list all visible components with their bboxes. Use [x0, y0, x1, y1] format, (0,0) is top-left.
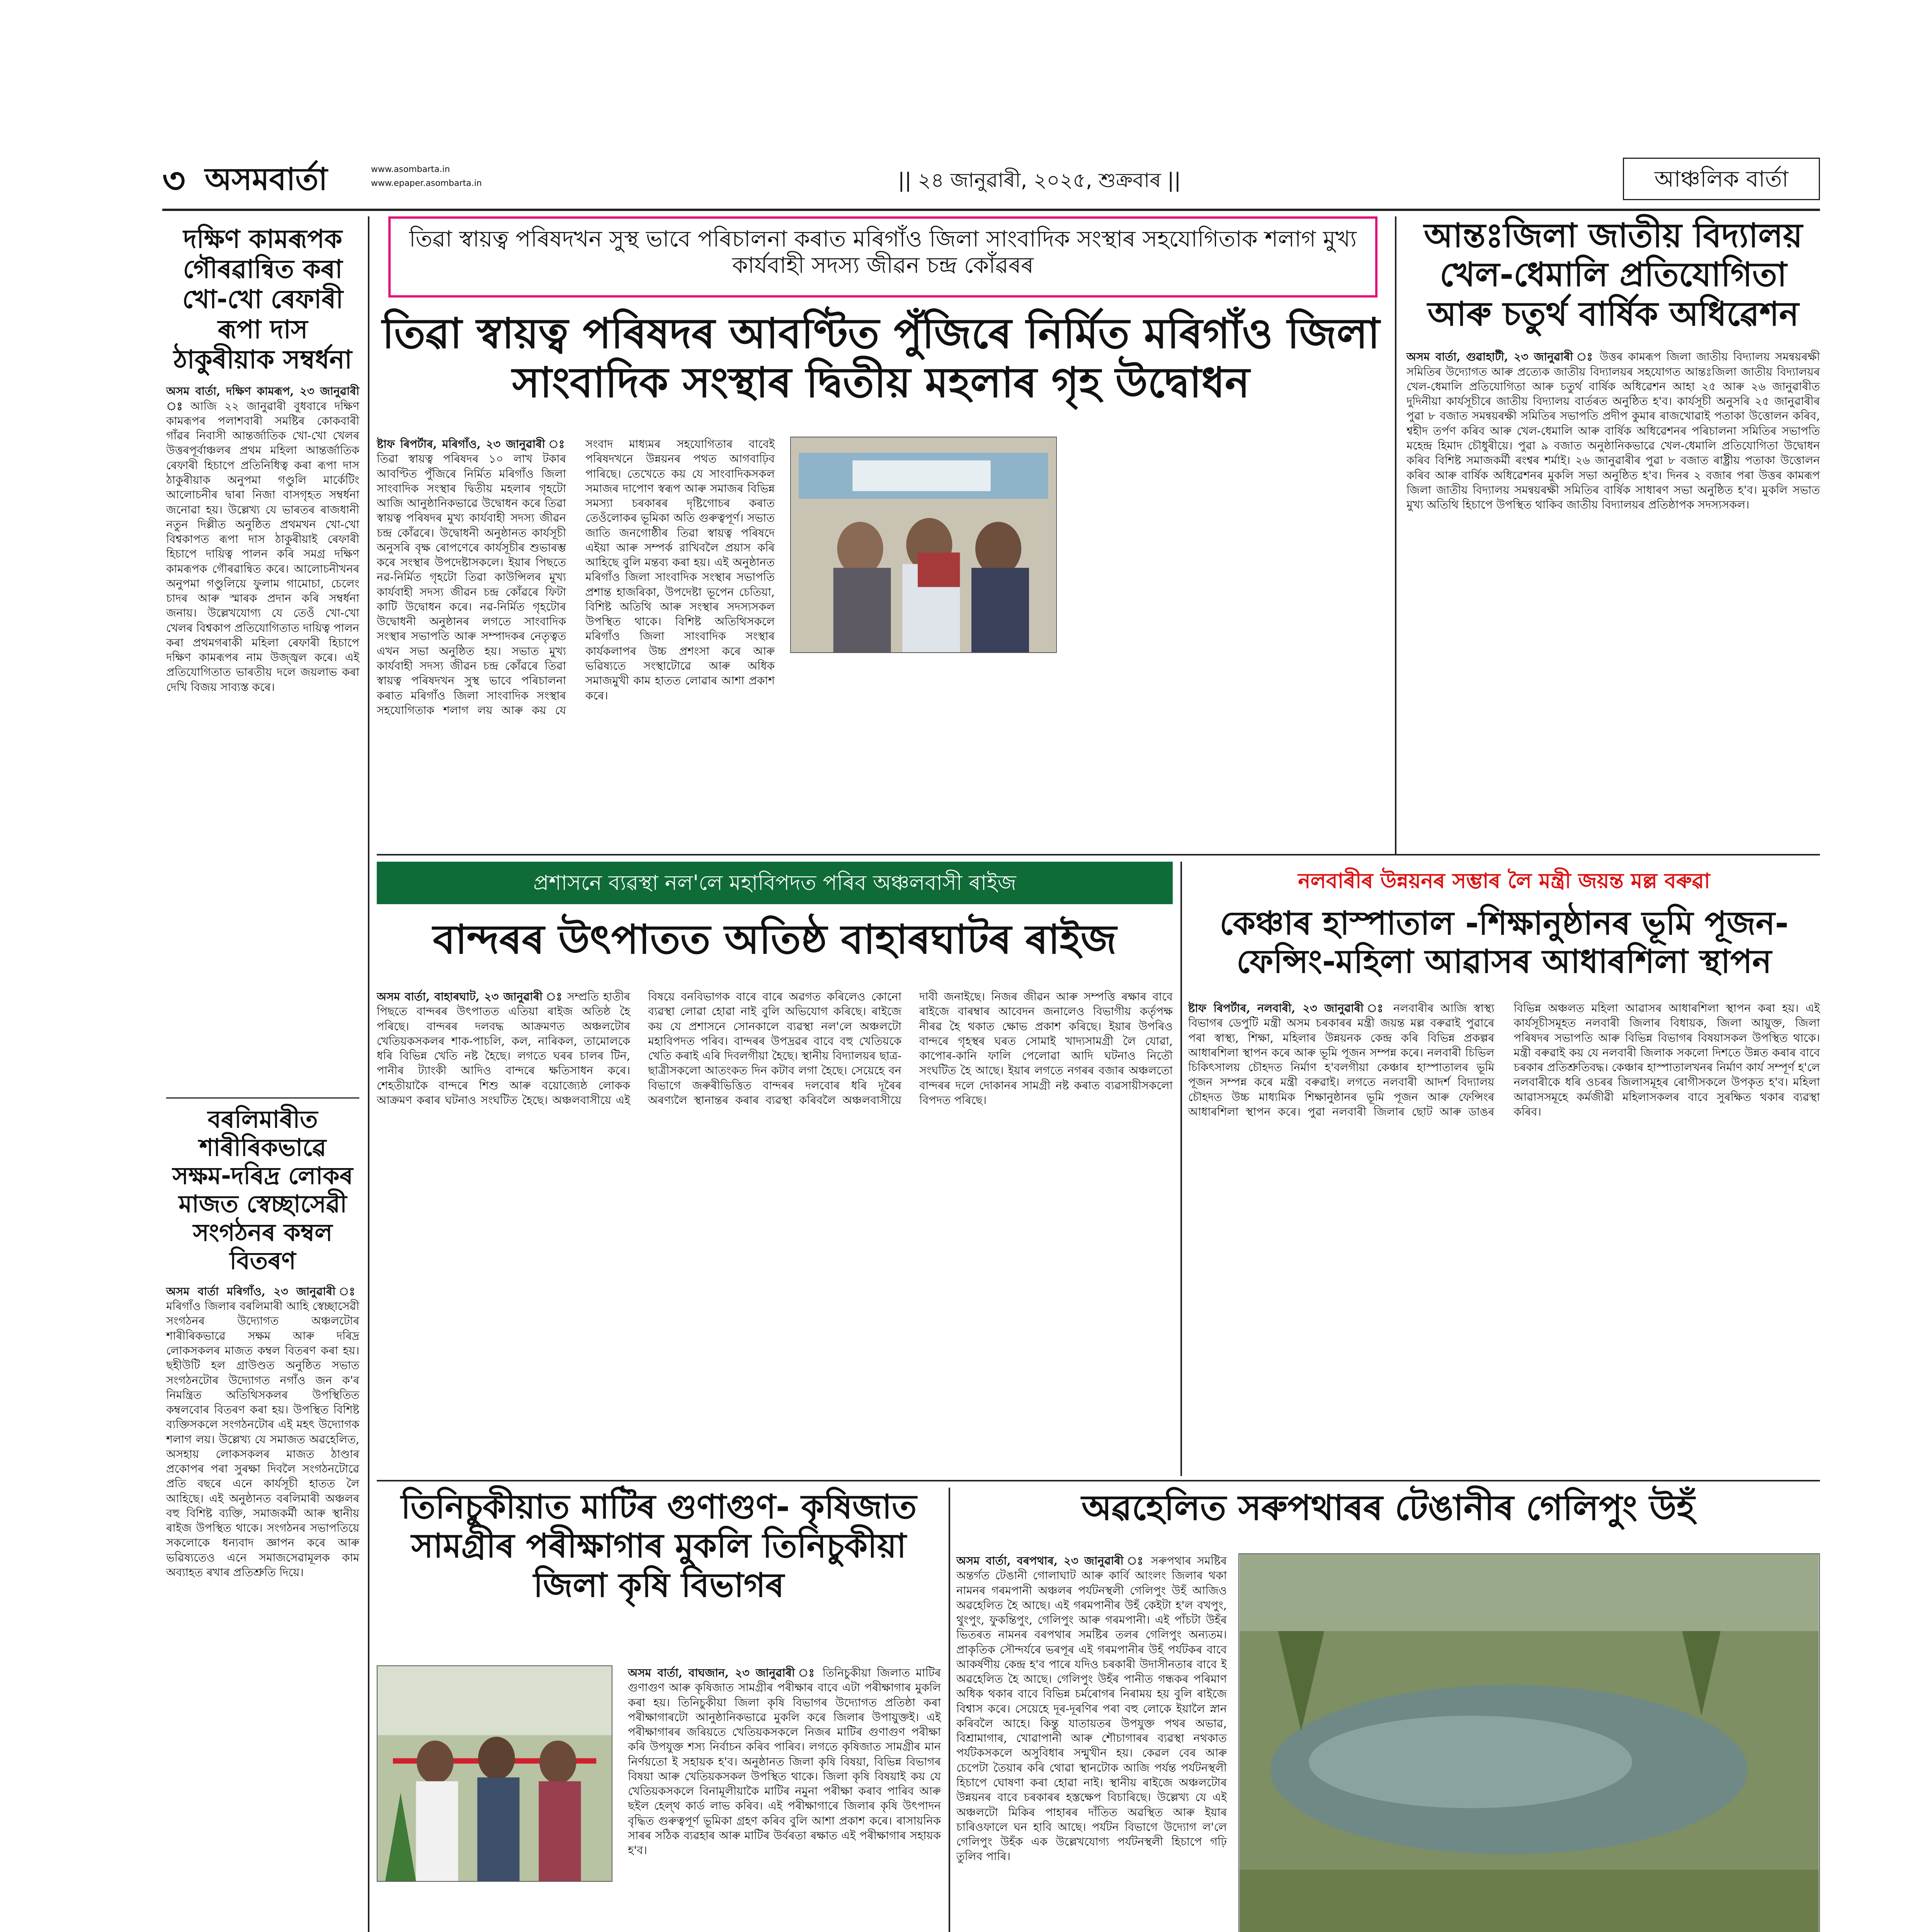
article-body: অসম বাৰ্তা, দক্ষিণ কামৰূপ, ২৩ জানুৱাৰী ঃ আজি ২২ জানুৱাৰী বুধবাৰে দক্ষিণ কামৰূপৰ পলাশবাৰী সমষ্টিৰ কোকবাৰী গাঁৱৰ নিবাসী আন্তৰ্জাতিক খো-খো খেলৰ উত্তৰপূৰ্বাঞ্চলৰ প্ৰথম মহিলা আন্তৰ্জাতিক ৰেফাৰী হিচাপে প্ৰতিনিধিত্ব কৰা ৰূপা দাস ঠাকুৰীয়াক অনুপমা গণ্ডুলি মাৰ্কেটিং আলোচনীৰ দ্বাৰা নিজা বাসগৃহত সম্বৰ্ধনা জনোৱা হয়। উল্লেখ্য যে ভাৰতৰ ৰাজধানী নতুন দিল্লীত অনুষ্ঠিত প্ৰথমখন খো-খো বিশ্বকাপত ৰূপা দাস ঠাকুৰীয়াই ৰেফাৰী হিচাপে দায়িত্ব পালন কৰি সমগ্ৰ দক্ষিণ কামৰূপক গৌৰৱান্বিত কৰে। আলোচনীখনৰ অনুপমা গণ্ডুলিয়ে ফুলাম গামোচা, চেলেং চাদৰ আৰু স্মাৰক প্ৰদান কৰি সম্বৰ্ধনা জনায়। উল্লেখযোগ্য যে তেওঁ খো-খো খেলৰ বিশ্বকাপ প্ৰতিযোগিতাত দায়িত্ব পালন কৰা প্ৰথমগৰাকী মহিলা ৰেফাৰী হিচাপে দক্ষিণ কামৰূপৰ নাম উজ্জ্বল কৰে। এই প্ৰতিযোগিতাত ভাৰতীয় দলে জয়লাভ কৰা দেখি বিজয় সাব্যস্ত কৰে। [166, 384, 360, 694]
article-gelipung-spring [956, 1488, 1820, 1932]
divider [377, 854, 1820, 855]
article-nalbari-development [1188, 862, 1820, 1476]
article-body: অসম বাৰ্তা, বাহাৰঘাট, ২৩ জানুৱাৰী ঃ সম্প্ৰতি হাতীৰ পিছতে বান্দৰৰ উৎপাতত এতিয়া ৰাইজ অতিষ্ঠ হৈ পৰিছে। বান্দৰৰ দলবদ্ধ আক্ৰমণত অঞ্চলটোৰ খেতিয়কসকলৰ শাক-পাচলি, কল, নাৰিকল, তামোলকে ধৰি বিভিন্ন খেতি নষ্ট হৈছে। লগতে ঘৰৰ চালৰ টিন, পানীৰ ট্যাংকী আদিও বান্দৰে ক্ষতিসাধন কৰে। শেহতীয়াকৈ বান্দৰে শিশু আৰু বয়োজ্যেষ্ঠ লোকক আক্ৰমণ কৰাৰ ঘটনাও সংঘটিত হৈছে। অঞ্চলবাসীয়ে এই বিষয়ে বনবিভাগক বাৰে বাৰে অৱগত কৰিলেও কোনো ব্যৱস্থা লোৱা হোৱা নাই বুলি অভিযোগ কৰিছে। ৰাইজে কয় যে প্ৰশাসনে সোনকালে ব্যৱস্থা নল'লে অঞ্চলটো মহাবিপদত পৰিব। বান্দৰৰ উপদ্ৰৱৰ বাবে বহু খেতিয়কে খেতি কৰাই এৰি দিবলগীয়া হৈছে। স্থানীয় বিদ্যালয়ৰ ছাত্ৰ-ছাত্ৰীসকলো আতংকত দিন কটাব লগা হৈছে। সেয়েহে বন বিভাগে জৰুৰীভিত্তিত বান্দৰৰ দলবোৰ ধৰি দূৰৈৰ অৰণ্যলৈ স্থানান্তৰ কৰাৰ ব্যৱস্থা কৰিবলৈ অঞ্চলবাসীয়ে দাবী জনাইছে। নিজৰ জীৱন আৰু সম্পত্তি ৰক্ষাৰ বাবে ৰাইজে বাৰম্বাৰ আবেদন জনালেও বিভাগীয় কৰ্তৃপক্ষ নীৰৱ হৈ থকাত ক্ষোভ প্ৰকাশ কৰিছে। ইয়াৰ উপৰিও বান্দৰে গৃহস্থৰ ঘৰত সোমাই খাদ্যসামগ্ৰী লৈ যোৱা, কাপোৰ-কানি ফালি পেলোৱা আদি ঘটনাও নিতৌ সংঘটিত হৈ আছে। ইয়াৰ লগতে নগৰৰ বজাৰ অঞ্চলতো বান্দৰৰ দলে দোকানৰ সামগ্ৰী নষ্ট কৰাত ব্যৱসায়ীসকলো বিপদত পৰিছে। [377, 990, 1173, 1107]
article-headline: তিনিচুকীয়াত মাটিৰ গুণাগুণ- কৃষিজাত সামগ্ৰীৰ পৰীক্ষাগাৰ মুকলি তিনিচুকীয়া জিলা কৃষি বিভাগৰ [401, 1488, 917, 1605]
section-tab: আঞ্চলিক বাৰ্তা [1623, 158, 1820, 200]
article-inter-district-sports [1406, 216, 1820, 854]
article-headline: তিৱা স্বায়ত্ব পৰিষদৰ আবণ্টিত পুঁজিৰে নিৰ্মিত মৰিগাঁও জিলা সাংবাদিক সংস্থাৰ দ্বিতীয় মহলাৰ গৃহ উদ্বোধন [382, 310, 1380, 407]
article-body: ষ্টাফ ৰিপৰ্টাৰ, নলবাৰী, ২৩ জানুৱাৰী ঃ নলবাৰীৰ আজি স্বাস্থ্য বিভাগৰ ডেপুটি মন্ত্ৰী অসম চৰকাৰৰ মন্ত্ৰী জয়ন্ত মল্ল বৰুৱাই পুৱাৰে পৰা স্বাস্থ্য, শিক্ষা, মহিলাৰ উন্নয়নক কেন্দ্ৰ কৰি বিভিন্ন প্ৰকল্পৰ আধাৰশিলা স্থাপন কৰে আৰু ভূমি পূজন সম্পন্ন কৰে। নলবাৰী চিভিল চিকিৎসালয় চৌহদত নিৰ্মাণ হ'বলগীয়া কেঞ্চাৰ হাস্পাতালৰ ভূমি পূজন সম্পন্ন কৰে মন্ত্ৰী বৰুৱাই। লগতে নলবাৰী আদৰ্শ বিদ্যালয় চৌহদত উচ্চ মাধ্যমিক শিক্ষানুষ্ঠানৰ ভূমি পূজন আৰু ফেন্সিংৰ আধাৰশিলা স্থাপন কৰে। পুৱা নলবাৰী জিলাৰ ছোট আৰু ডাঙৰ বিভিন্ন অঞ্চলত মহিলা আৱাসৰ আধাৰশিলা স্থাপন কৰা হয়। এই কাৰ্যসূচীসমূহত নলবাৰী জিলাৰ বিধায়ক, জিলা আয়ুক্ত, জিলা পৰিষদৰ সভাপতি আৰু বিভিন্ন বিভাগৰ বিষয়াসকল উপস্থিত থাকে। মন্ত্ৰী বৰুৱাই কয় যে নলবাৰী জিলাক সকলো দিশতে উন্নত কৰাৰ বাবে চৰকাৰ প্ৰতিশ্ৰুতিবদ্ধ। কেঞ্চাৰ হাস্পাতালখনৰ নিৰ্মাণ কাৰ্য সম্পূৰ্ণ হ'লে নলবাৰীকে ধৰি ওচৰৰ জিলাসমূহৰ ৰোগীসকলে উপকৃত হ'ব। মহিলা আৱাসসমূহে কৰ্মজীৱী মহিলাসকলৰ বাবে সুৰক্ষিত থকাৰ ব্যৱস্থা কৰিব। [1188, 1002, 1820, 1118]
site-url[interactable]: www.asombarta.in [371, 165, 450, 174]
article-headline: আন্তঃজিলা জাতীয় বিদ্যালয় খেল-ধেমালি প্ৰতিযোগিতা আৰু চতুৰ্থ বাৰ্ষিক অধিৱেশন [1424, 216, 1803, 333]
article-body: অসম বাৰ্তা মৰিগাঁও, ২৩ জানুৱাৰী ঃ মৰিগাঁও জিলাৰ বৰলিমাৰী আহি স্বেচ্ছাসেৱী সংগঠনৰ উদ্যোগত অঞ্চলটোৰ শাৰীৰিকভাৱে সক্ষম আৰু দৰিদ্ৰ লোকসকলৰ মাজত কম্বল বিতৰণ কৰা হয়। ছহীউটি হল গ্ৰাউণ্ডত অনুষ্ঠিত সভাত সংগঠনটোৰ উদ্যোগত নগাঁও জন ক'ৰ নিমন্ত্ৰিত অতিথিসকলৰ উপস্থিতিত কম্বলবোৰ বিতৰণ কৰা হয়। উপস্থিত বিশিষ্ট ব্যক্তিসকলে সংগঠনটোৰ এই মহৎ উদ্যোগক শলাগ লয়। উল্লেখ্য যে সমাজত অৱহেলিত, অসহায় লোকসকলৰ মাজত ঠাণ্ডাৰ প্ৰকোপৰ পৰা সুৰক্ষা দিবলৈ সংগঠনটোৱে প্ৰতি বছৰে এনে কাৰ্যসূচী হাতত লৈ আহিছে। এই অনুষ্ঠানত বৰলিমাৰী অঞ্চলৰ বহু বিশিষ্ট ব্যক্তি, সমাজকৰ্মী আৰু স্থানীয় ৰাইজ উপস্থিত থাকে। সংগঠনৰ সভাপতিয়ে সকলোকে ধন্যবাদ জ্ঞাপন কৰে আৰু ভৱিষ্যতেও এনে সমাজসেৱামূলক কাম অব্যাহত ৰখাৰ প্ৰতিশ্ৰুতি দিয়ে। [166, 1284, 359, 1579]
article-headline: দক্ষিণ কামৰূপক গৌৰৱান্বিত কৰা খো-খো ৰেফাৰী ৰূপা দাস ঠাকুৰীয়াক সম্বৰ্ধনা [173, 224, 352, 374]
logo: অসমবাৰ্তা [205, 161, 328, 197]
epaper-url[interactable]: www.epaper.asombarta.in [371, 179, 482, 188]
article-body: অসম বাৰ্তা, গুৱাহাটী, ২৩ জানুৱাৰী ঃ উত্তৰ কামৰূপ জিলা জাতীয় বিদ্যালয় সমন্বয়ৰক্ষী সমিতিৰ উদ্যোগত আৰু প্ৰত্যেক জাতীয় বিদ্যালয়ৰ সহযোগত আন্তঃজিলা জাতীয় বিদ্যালয়ৰ খেল-ধেমালি প্ৰতিযোগিতা আৰু চতুৰ্থ বাৰ্ষিক অধিৱেশন আহা ২৫ আৰু ২৬ জানুৱাৰীত দুদিনীয়া কাৰ্যসূচীৰে জাতীয় বিদ্যালয় বাৰ্তৰত অনুষ্ঠিত হ'ব। কাৰ্যসূচী অনুসৰি ২৫ জানুৱাৰীৰ পুৱা ৮ বজাত সমন্বয়ৰক্ষী সমিতিৰ সভাপতি প্ৰদীপ কুমাৰ ৰাজখোৱাই পতাকা উত্তোলন কৰিব, শ্বহীদ তৰ্পণ কৰিব আৰু খেল-ধেমালি আৰু বাৰ্ষিক অধিৱেশনৰ পৰিচালনা সমিতিৰ সভাপতি মহেন্দ্ৰ হিমাদ চৌধুৰীয়ে। পুৱা ৯ বজাত অনুষ্ঠানিকভাৱে খেল-ধেমালি প্ৰতিযোগিতা উদ্বোধন কৰিব বিশিষ্ট সমাজকৰ্মী ৰংশ্বৰ শৰ্মাই। ২৬ জানুৱাৰীৰ পুৱা ৮ বজাত ৰাষ্ট্ৰীয় পতাকা উত্তোলন কৰিব আৰু বাৰ্ষিক অধিৱেশনৰ মুকলি সভা অনুষ্ঠিত হ'ব। দিনৰ ২ বজাৰ পৰা উত্তৰ কামৰূপ জিলা জাতীয় বিদ্যালয় সমন্বয়ৰক্ষী সমিতিৰ বাৰ্ষিক সাধাৰণ সভা অনুষ্ঠিত হ'ব। মুকলি সভাত মুখ্য অতিথি হিচাপে উপস্থিত থাকিব জাতীয় বিদ্যালয়ৰ প্ৰতিষ্ঠাপক সদস্যসকল। [1406, 350, 1820, 512]
article-monkey-menace [377, 862, 1173, 1476]
article-press-building [377, 216, 1385, 854]
page-header [162, 153, 1820, 211]
subhead-banner: প্ৰশাসনে ব্যৱস্থা নল'লে মহাবিপদত পৰিব অঞ্চলবাসী ৰাইজ [377, 862, 1173, 904]
right-column-rule [1395, 216, 1396, 854]
page-number: ৩ [162, 160, 185, 201]
article-headline: কেঞ্চাৰ হাস্পাতাল -শিক্ষানুষ্ঠানৰ ভূমি পূজন- ফেন্সিং-মহিলা আৱাসৰ আধাৰশিলা স্থাপন [1219, 904, 1789, 981]
article-body: ষ্টাফ ৰিপৰ্টাৰ, মৰিগাঁও, ২৩ জানুৱাৰী ঃ তিৱা স্বায়ত্ব পৰিষদৰ ১০ লাখ টকাৰ আবণ্টিত পুঁজিৰে নিৰ্মিত মৰিগাঁও জিলা সাংবাদিক সংস্থাৰ দ্বিতীয় মহলাৰ গৃহটো আজি আনুষ্ঠানিকভাৱে উদ্বোধন কৰে তিৱা স্বায়ত্ব পৰিষদৰ মুখ্য কাৰ্যবাহী সদস্য জীৱন চন্দ্ৰ কোঁৱৰে। উদ্বোধনী অনুষ্ঠানত কাৰ্যসূচী অনুসৰি বৃক্ষ ৰোপণেৰে কাৰ্যসূচীৰ শুভাৰম্ভ কৰে সংস্থাৰ উপদেষ্টাসকলে। ইয়াৰ পিছতে নৱ-নিৰ্মিত গৃহটো তিৱা কাউন্সিলৰ মুখ্য কাৰ্যবাহী সদস্য জীৱন চন্দ্ৰ কোঁৱৰে ফিটা কাটি উদ্বোধন কৰে। নৱ-নিৰ্মিত গৃহটোৰ উদ্বোধনী অনুষ্ঠানৰ লগতে সাংবাদিক সংস্থাৰ সভাপতি আৰু সম্পাদকৰ নেতৃত্বত এখন সভা অনুষ্ঠিত হয়। সভাত মুখ্য কাৰ্যবাহী সদস্য জীৱন চন্দ্ৰ কোঁৱৰে তিৱা স্বায়ত্ব পৰিষদখন সুস্থ ভাবে পৰিচালনা কৰাত মৰিগাঁও জিলা সাংবাদিক সংস্থাৰ সহযোগিতাক শলাগ লয় আৰু কয় যে সংবাদ মাধ্যমৰ সহযোগিতাৰ বাবেই পৰিষদখনে উন্নয়নৰ পথত আগবাঢ়িব পাৰিছে। তেখেতে কয় যে সাংবাদিকসকল সমাজৰ দাপোণ স্বৰূপ আৰু সমাজৰ বিভিন্ন সমস্যা চৰকাৰৰ দৃষ্টিগোচৰ কৰাত তেওঁলোকৰ ভূমিকা অতি গুৰুত্বপূৰ্ণ। সভাত জাতি জনগোষ্ঠীৰ তিৱা স্বায়ত্ব পৰিষদে এইয়া আৰু সম্পৰ্ক রাখিবলৈ প্ৰয়াস কৰি আহিছে বুলি মন্তব্য কৰা হয়। এই অনুষ্ঠানত মৰিগাঁও জিলা সাংবাদিক সংস্থাৰ সভাপতি প্ৰশান্ত হাজৰিকা, উপদেষ্টা ভূপেন চেতিয়া, বিশিষ্ট অতিথি আৰু সংস্থাৰ সদস্যসকল উপস্থিত থাকে। বিশিষ্ট অতিথিসকলে মৰিগাঁও জিলা সাংবাদিক সংস্থাৰ কাৰ্যকলাপৰ উচ্চ প্ৰশংসা কৰে আৰু ভৱিষ্যতে সংস্থাটোৱে আৰু অধিক সমাজমুখী কাম হাতত লোৱাৰ আশা প্ৰকাশ কৰে। [377, 437, 775, 717]
subhead-red: নলবাৰীৰ উন্নয়নৰ সম্ভাৰ লৈ মন্ত্ৰী জয়ন্ত মল্ল বৰুৱা [1298, 869, 1710, 893]
left-column-rule [368, 216, 369, 1932]
article-headline: বৰলিমাৰীত শাৰীৰিকভাৱে সক্ষম-দৰিদ্ৰ লোকৰ মাজত স্বেচ্ছাসেৱী সংগঠনৰ কম্বল বিতৰণ [172, 1105, 353, 1275]
article-body: অসম বাৰ্তা, বৰপথাৰ, ২৩ জানুৱাৰী ঃ সৰুপথাৰ সমষ্টিৰ অন্তৰ্গত টেঙানী গোলাঘাট আৰু কাৰ্বি আংলং জিলাৰ থকা নামনৰ গৰমপানী অঞ্চলৰ পৰ্যটনস্থলী গেলিপুং উহঁ আজিও অৱহেলিত হৈ আছে। এই গৰমপানীৰ উহঁ কেইটা হ'ল বখপুং, থুংপুং, ফুকন্তিপুং, গেলিপুং আৰু গৰমপানী। এই পাঁচটা উহঁৰ ভিতৰত নামনৰ বৰপথাৰ সমষ্টিৰ তলৰ গেলিপুং অন্যতম। প্ৰাকৃতিক সৌন্দৰ্যৰে ভৰপূৰ এই গৰমপানীৰ উহঁ পৰ্যটকৰ বাবে আকৰ্ষণীয় কেন্দ্ৰ হ'ব পাৰে যদিও চৰকাৰী উদাসীনতাৰ বাবে ই অৱহেলিত হৈ আছে। গেলিপুং উহঁৰ পানীত গন্ধকৰ পৰিমাণ অধিক থকাৰ বাবে বিভিন্ন চৰ্মৰোগৰ নিৰাময় হয় বুলি ৰাইজে বিশ্বাস কৰে। সেয়েহে দূৰ-দূৰণিৰ পৰা বহু লোকে ইয়ালৈ স্নান কৰিবলৈ আহে। কিন্তু যাতায়তৰ উপযুক্ত পথৰ অভাৱ, বিশ্ৰামাগাৰ, খোৱাপানী আৰু শৌচাগাৰৰ ব্যৱস্থা নথকাত পৰ্যটকসকলে অসুবিধাৰ সন্মুখীন হয়। কেৱল বেৰ আৰু চেপেটা তৈয়াৰ কৰি থোৱা স্থানটোক আজি পৰ্যন্ত পৰ্যটনস্থলী হিচাপে ঘোষণা কৰা হোৱা নাই। স্থানীয় ৰাইজে অঞ্চলটোৰ উন্নয়নৰ বাবে চৰকাৰৰ হস্তক্ষেপ বিচাৰিছে। উল্লেখ্য যে এই অঞ্চলটো মিকিৰ পাহাৰৰ দাঁতিত অৱস্থিত আৰু ইয়াৰ চাৰিওফালে ঘন হাবি আছে। পৰ্যটন বিভাগে উদ্যোগ ল'লে গেলিপুং উহঁক এক উল্লেখযোগ্য পৰ্যটনস্থলী হিচাপে গঢ়ি তুলিব পাৰি। [956, 1554, 1227, 1863]
divider [377, 1480, 1820, 1481]
header-rule [162, 209, 1820, 211]
article-borlimari-blankets [166, 1105, 359, 1607]
issue-date: || ২৪ জানুৱাৰী, ২০২৫, শুক্ৰবাৰ || [898, 169, 1181, 192]
article-tinsukia-soil-lab [377, 1488, 941, 1932]
column-rule [1180, 862, 1182, 1476]
article-body: অসম বাৰ্তা, বাঘজান, ২৩ জানুৱাৰী ঃ তিনিচুকীয়া জিলাত মাটিৰ গুণাগুণ আৰু কৃষিজাত সামগ্ৰীৰ পৰীক্ষাৰ বাবে এটা পৰীক্ষাগাৰ মুকলি কৰা হয়। তিনিচুকীয়া জিলা কৃষি বিভাগৰ উদ্যোগত প্ৰতিষ্ঠা কৰা পৰীক্ষাগাৰটো আনুষ্ঠানিকভাৱে মুকলি কৰে জিলাৰ উপায়ুক্তই। এই পৰীক্ষাগাৰৰ জৰিয়তে খেতিয়কসকলে নিজৰ মাটিৰ গুণাগুণ পৰীক্ষা কৰি উপযুক্ত শস্য নিৰ্বাচন কৰিব পাৰিব। লগতে কৃষিজাত সামগ্ৰীৰ মান নিৰ্ণয়তো ই সহায়ক হ'ব। অনুষ্ঠানত জিলা কৃষি বিষয়া, বিভিন্ন বিভাগৰ বিষয়া আৰু খেতিয়কসকল উপস্থিত থাকে। জিলা কৃষি বিষয়াই কয় যে খেতিয়কসকলে বিনামূলীয়াকৈ মাটিৰ নমুনা পৰীক্ষা কৰাব পাৰিব আৰু ছইল হেল্থ কাৰ্ড লাভ কৰিব। এই পৰীক্ষাগাৰে জিলাৰ কৃষি উৎপাদন বৃদ্ধিত গুৰুত্বপূৰ্ণ ভূমিকা গ্ৰহণ কৰিব বুলি আশা প্ৰকাশ কৰে। ৰাসায়নিক সাৰৰ সঠিক ব্যৱহাৰ আৰু মাটিৰ উৰ্বৰতা ৰক্ষাত এই পৰীক্ষাগাৰ সহায়ক হ'ব। [628, 1666, 941, 1857]
boxed-subhead: তিৱা স্বায়ত্ব পৰিষদখন সুস্থ ভাবে পৰিচালনা কৰাত মৰিগাঁও জিলা সাংবাদিক সংস্থাৰ সহযোগিতাক শলাগ মুখ্য কাৰ্যবাহী সদস্য জীৱন চন্দ্ৰ কোঁৱৰৰ [388, 216, 1378, 298]
column-rule [949, 1488, 950, 1932]
article-headline: বান্দৰৰ উৎপাতত অতিষ্ঠ বাহাৰঘাটৰ ৰাইজ [433, 916, 1117, 963]
divider [166, 1097, 359, 1099]
article-rupa-das [166, 224, 359, 1101]
article-headline: অৱহেলিত সৰুপথাৰৰ টেঙানীৰ গেলিপুং উহঁ [1081, 1488, 1695, 1528]
